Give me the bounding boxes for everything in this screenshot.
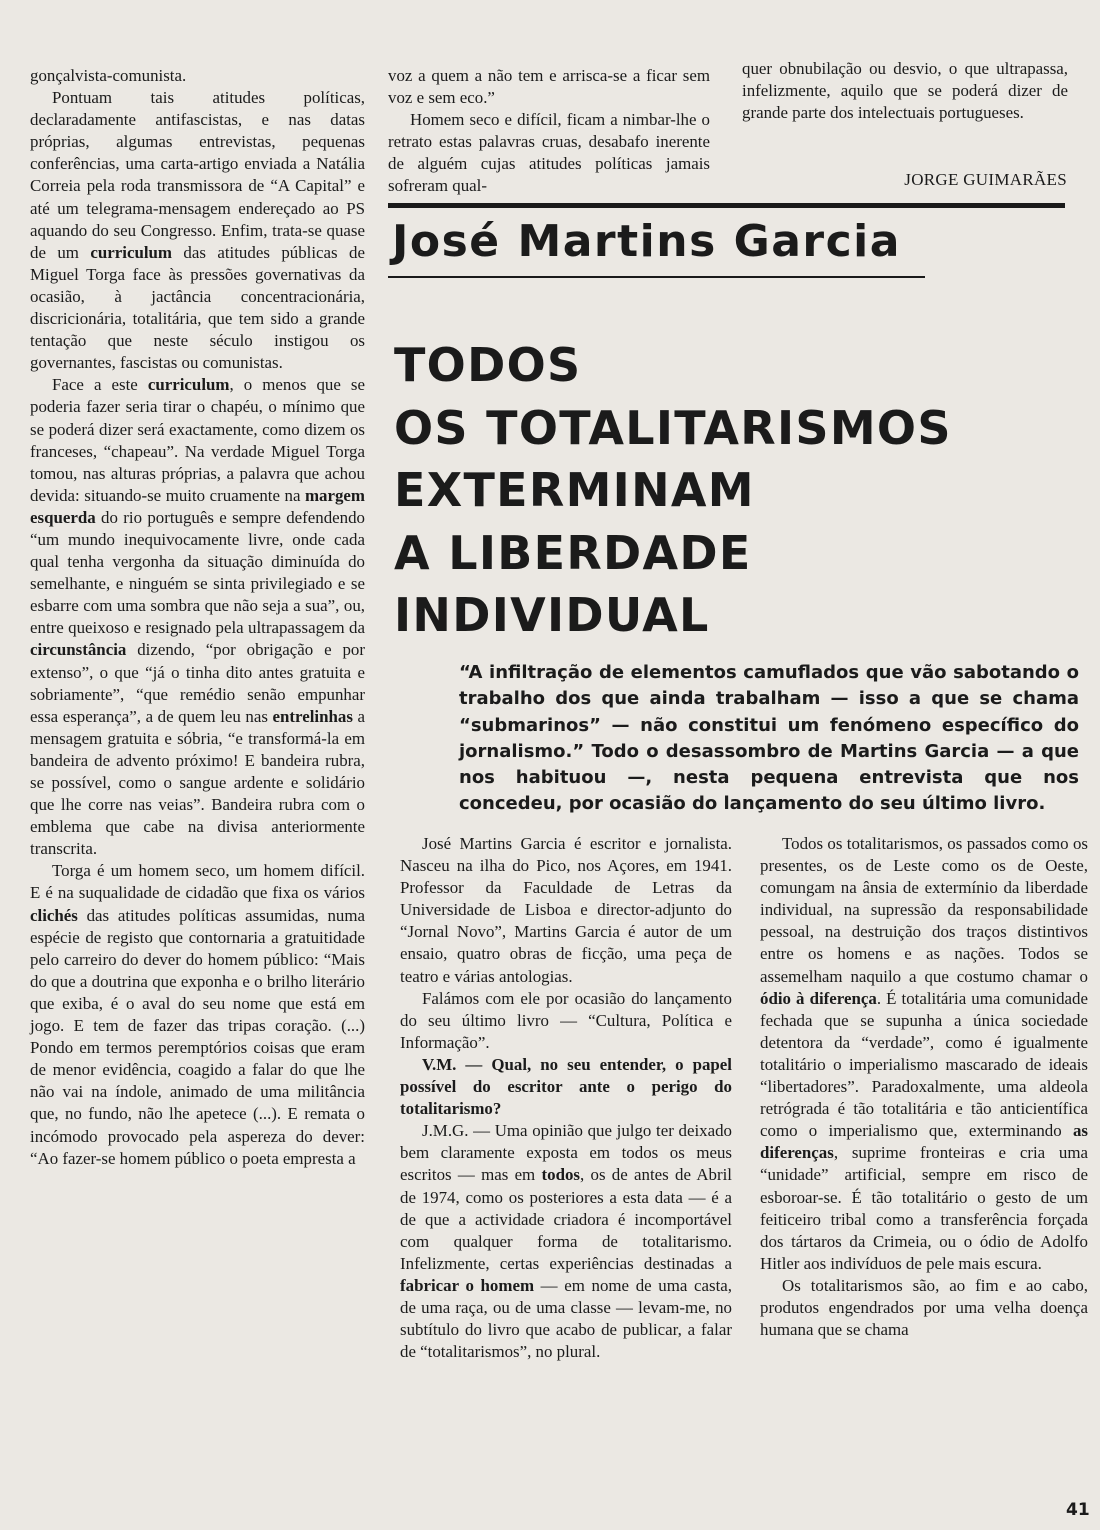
interview-headline [394,334,1074,647]
interview-author-name: José Martins Garcia [392,216,901,267]
column-3-interview-text [760,833,1088,1341]
paragraph: gonçalvista-comunista. [30,66,187,85]
column-2-interview-text [400,833,732,1363]
paragraph: Homem seco e difícil, ficam a nimbar-lhe o retrato estas palavras cruas, desabafo inerente de alguém cujas atitudes políticas jamais sofreram qual- [388,110,710,196]
paragraph: V.M. — Qual, no seu entender, o papel possível do escritor ante o perigo do totalitarismo? [400,1054,732,1119]
column-2-top-text [388,65,710,198]
paragraph: Todos os totalitarismos, os passados como os presentes, os de Leste como os de Oeste, comungam na ânsia de extermínio da liberdade individual, na supressão da responsabilidade pessoal, na destruição dos traços distintivos entre os homens e as nações. Todos se assemelham naquilo a que costumo chamar o ódio à diferença. É totalitária uma comunidade fechada que se supunha a única sociedade detentora da “verdade”, como é igualmente totalitário o imperialismo mascarado de ideais “libertadores”. Paradoxalmente, uma aldeola retrógrada é tão totalitária e tão anticientífica como o imperialismo que, exterminando as diferenças, suprime fronteiras e cria uma “unidade” artificial, sempre em risco de esboroar-se. É tão totalitário o gesto de um feiticeiro tribal como a transferência forçada dos tártaros da Crimeia, ou o ódio de Adolfo Hitler aos indivíduos de pele mais escura. [760,834,1088,1273]
headline-line: TODOS [394,338,582,392]
paragraph: Falámos com ele por ocasião do lançamento do seu último livro — “Cultura, Política e Informação”. [400,988,732,1052]
paragraph: voz a quem a não tem e arrisca-se a ficar sem voz e sem eco.” [388,66,710,108]
headline-line: OS TOTALITARISMOS [394,400,952,455]
page-number: 41 [1066,1500,1090,1520]
article-signature: JORGE GUIMARÃES [904,170,1067,189]
paragraph: quer obnubilação ou desvio, o que ultrapassa, infelizmente, aquilo que se poderá dizer de grande parte dos intelectuais portugueses. [742,59,1068,123]
headline-line: INDIVIDUAL [394,588,710,642]
headline-line: A LIBERDADE [394,525,752,580]
headline-line: EXTERMINAM [394,463,755,517]
section-divider-thin [388,276,925,278]
paragraph: Pontuam tais atitudes políticas, declaradamente antifascistas, e nas datas próprias, algumas entrevistas, pequenas conferências, uma carta-artigo enviada a Natália Correia pela roda transmissora de “A Capital” e até um telegrama-mensagem endereçado ao PS aquando do seu Congresso. Enfim, trata-se quase de um curriculum das atitudes públicas de Miguel Torga face às pressões governativas da ocasião, à jactância concentracionária, discricionária, totalitária, que tem sido a grande tentação que neste século instigou os governantes, fascistas ou comunistas. [30,88,365,373]
paragraph: Os totalitarismos são, ao fim e ao cabo, produtos engendrados por uma velha doença humana que se chama [760,1275,1088,1340]
paragraph: José Martins Garcia é escritor e jornalista. Nasceu na ilha do Pico, nos Açores, em 1941. Professor da Faculdade de Letras da Universidade de Lisboa e director-adjunto do “Jornal Novo”, Martins Garcia é autor de um ensaio, quatro obras de ficção, uma peça de teatro e várias antologias. [400,834,732,986]
paragraph: Face a este curriculum, o menos que se poderia fazer seria tirar o chapéu, o mínimo que se poderá dizer será exactamente, como dizem os franceses, “chapeau”. Na verdade Miguel Torga tomou, nas alturas próprias, a palavra que achou devida: situando-se muito cruamente na margem esquerda do rio português e sempre defendendo “um mundo inequivocamente livre, onde cada qual tenha vergonha da situação diminuída do semelhante, e ninguém se sinta privilegiado e se esbarre com uma sombra que não seja a sua”, ou, entre queixoso e resignado pela ultrapassagem da circunstância dizendo, “por obrigação e por extenso”, o que “já o tinha dito antes gratuita e sobriamente”, “que remédio senão empunhar essa esperança”, a de quem leu nas entrelinhas a mensagem gratuita e sóbria, “e transformá-la em bandeira de advento próximo! E bandeira rubra, se possível, como o sangue ardente e solidário que lhe corre nas veias”. Bandeira rubra com o emblema que cabe na divisa anteriormente transcrita. [30,375,365,859]
section-divider-thick [388,203,1065,208]
paragraph: J.M.G. — Uma opinião que julgo ter deixado bem claramente exposta em todos os meus escritos — mas em todos, os de antes de Abril de 1974, como os posteriores a esta data — é a de que a actividade criadora é incomportável com qualquer forma de totalitarismo. Infelizmente, certas experiências destinadas a fabricar o homem — em nome de uma casta, de uma raça, ou de uma classe — levam-me, no subtítulo do livro que acabo de publicar, a falar de “totalitarismos”, no plural. [400,1121,733,1362]
column-3-top-text [742,58,1068,124]
paragraph: Torga é um homem seco, um homem difícil. E é na suqualidade de cidadão que fixa os vários clichés das atitudes políticas assumidas, numa espécie de registo que contornaria a gratuitidade pelo carreiro do dever do homem público: “Mais do que a doutrina que exponha e o brilho literário que exiba, é o aval do seu nome que está em jogo. E tem de fazer das tripas coração. (...) Pondo em termos peremptórios coisas que eram de menor evidência, coagido a falar do que lhe não vai na índole, animado de uma militância que, no fundo, não lhe apetece (...). E remata o incómodo provocado pela aspereza do dever: “Ao fazer-se homem público o poeta empresta a [30,861,365,1168]
column-1-text [30,65,365,1170]
interview-lead: “A infiltração de elementos camuflados que vão sabotando o trabalho dos que ainda trabalham — isso a que se chama “submarinos” — não constitui um fenómeno específico do jornalismo.” Todo o desassombro de Martins Garcia — a que nos habituou —, nesta pequena entrevista que nos concedeu, por ocasião do lançamento do seu último livro. [459,662,1079,815]
